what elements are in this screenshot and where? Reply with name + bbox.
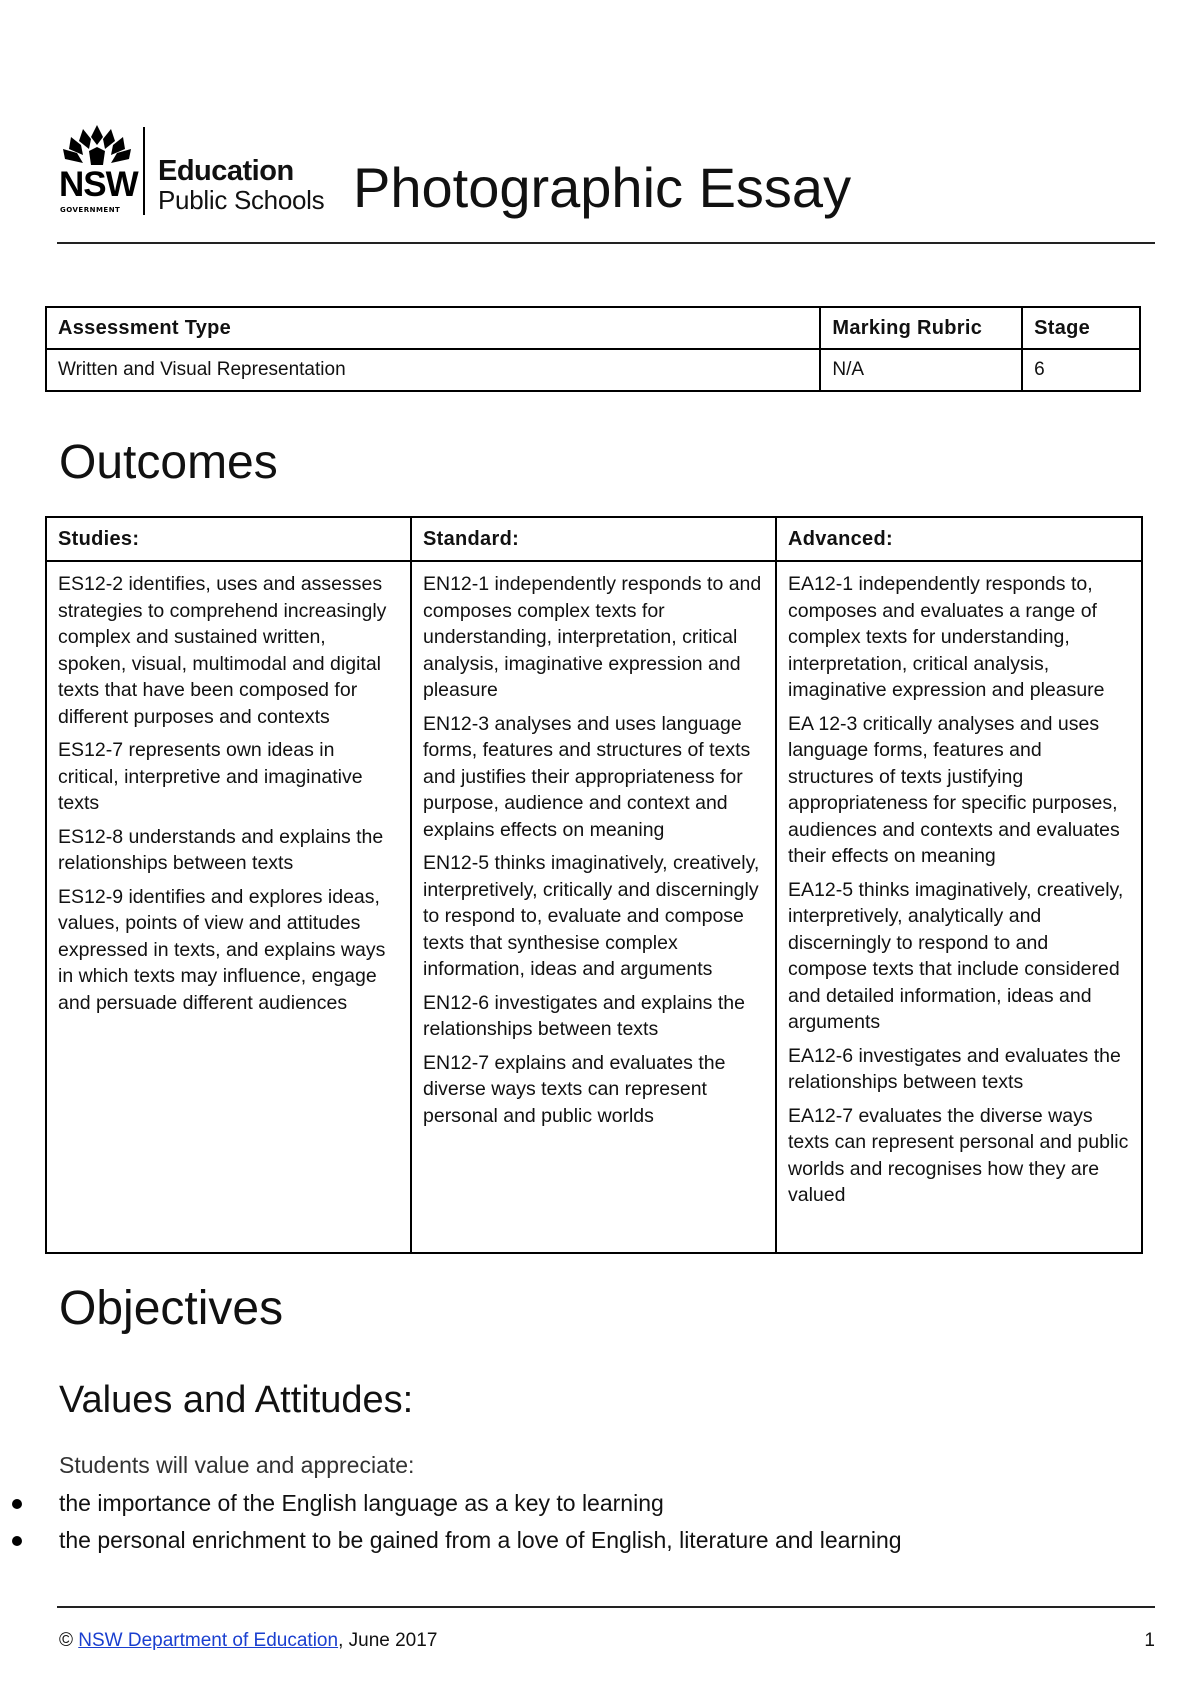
waratah-flower-icon xyxy=(59,123,135,167)
page-number: 1 xyxy=(1144,1630,1155,1651)
values-list xyxy=(0,1485,902,1559)
outcome-item: EN12-7 explains and evaluates the diverse ways texts can represent personal and public worlds xyxy=(423,1051,726,1127)
outcome-item: EA12-6 investigates and evaluates the relationships between texts xyxy=(788,1044,1121,1093)
table-header-row xyxy=(46,307,1140,349)
bullet-icon xyxy=(12,1536,22,1546)
logo-divider xyxy=(143,127,145,215)
outcome-item: ES12-9 identifies and explores ideas, values, points of view and attitudes expressed in texts, and explains ways in which texts may influence, engage and persuade different audiences xyxy=(58,885,386,1014)
outcome-item: EN12-6 investigates and explains the relationships between texts xyxy=(423,991,745,1040)
department-link[interactable]: NSW Department of Education xyxy=(78,1630,339,1651)
page-footer xyxy=(59,1629,1155,1653)
nsw-education-logo xyxy=(57,123,337,213)
list-item xyxy=(0,1485,902,1522)
list-item xyxy=(0,1522,902,1559)
logo-education-text: Education xyxy=(158,155,294,187)
outcomes-table xyxy=(45,516,1143,1254)
logo-government-text: GOVERNMENT xyxy=(60,206,121,214)
footer-date: , June 2017 xyxy=(338,1630,438,1651)
copyright-symbol: © xyxy=(59,1630,73,1651)
footer-divider xyxy=(57,1606,1155,1608)
logo-public-schools-text: Public Schools xyxy=(158,185,325,215)
advanced-header: Advanced: xyxy=(776,517,1142,561)
outcomes-heading: Outcomes xyxy=(59,436,278,489)
assessment-type-header: Assessment Type xyxy=(46,307,820,349)
assessment-type-value: Written and Visual Representation xyxy=(46,349,820,391)
outcome-item: EA12-1 independently responds to, composes and evaluates a range of complex texts for understanding, interpretation, critical analysis, imaginative expression and pleasure xyxy=(788,573,1105,701)
table-row xyxy=(46,349,1140,391)
outcome-item: EA12-5 thinks imaginatively, creatively, interpretively, analytically and discerningly to respond to and compose texts that include considered and detailed information, ideas and arguments xyxy=(788,878,1124,1033)
outcome-item: EN12-1 independently responds to and composes complex texts for understanding, interpretation, critical analysis, imaginative expression and pleasure xyxy=(423,573,762,701)
outcome-item: ES12-2 identifies, uses and assesses strategies to comprehend increasingly complex and sustained written, spoken, visual, multimodal and digital texts that have been composed for different purposes and contexts xyxy=(58,573,387,728)
advanced-outcomes-cell xyxy=(776,561,1142,1253)
table-header-row xyxy=(46,517,1142,561)
outcome-item: EA 12-3 critically analyses and uses language forms, features and structures of texts justifying appropriateness for specific purposes, audiences and contexts and evaluates their effects on meaning xyxy=(788,712,1120,867)
document-header xyxy=(57,118,1157,218)
studies-outcomes-cell xyxy=(46,561,411,1253)
marking-rubric-header: Marking Rubric xyxy=(820,307,1022,349)
table-row xyxy=(46,561,1142,1253)
header-divider xyxy=(57,242,1155,244)
assessment-table xyxy=(45,306,1141,392)
values-intro-text: Students will value and appreciate: xyxy=(59,1452,415,1478)
standard-header: Standard: xyxy=(411,517,776,561)
objectives-heading: Objectives xyxy=(59,1282,284,1335)
values-attitudes-subheading: Values and Attitudes: xyxy=(59,1379,414,1421)
stage-value: 6 xyxy=(1022,349,1140,391)
marking-rubric-value: N/A xyxy=(820,349,1022,391)
bullet-icon xyxy=(12,1499,22,1509)
outcome-item: EN12-3 analyses and uses language forms, features and structures of texts and justifies their appropriateness for purpose, audience and context and explains effects on meaning xyxy=(423,712,751,841)
studies-header: Studies: xyxy=(46,517,411,561)
logo-nsw-text: NSW xyxy=(59,165,138,204)
list-item-text: the personal enrichment to be gained from a love of English, literature and learning xyxy=(59,1527,902,1553)
document-title: Photographic Essay xyxy=(353,156,852,219)
outcome-item: EA12-7 evaluates the diverse ways texts can represent personal and public worlds and recognises how they are valued xyxy=(788,1104,1129,1206)
outcome-item: EN12-5 thinks imaginatively, creatively, interpretively, critically and discerningly to respond to, evaluate and compose texts that synthesise complex information, ideas and arguments xyxy=(423,852,760,980)
list-item-text: the importance of the English language as a key to learning xyxy=(59,1490,664,1516)
standard-outcomes-cell xyxy=(411,561,776,1253)
outcome-item: ES12-7 represents own ideas in critical, interpretive and imaginative texts xyxy=(58,739,363,814)
stage-header: Stage xyxy=(1022,307,1140,349)
outcome-item: ES12-8 understands and explains the relationships between texts xyxy=(58,825,384,874)
